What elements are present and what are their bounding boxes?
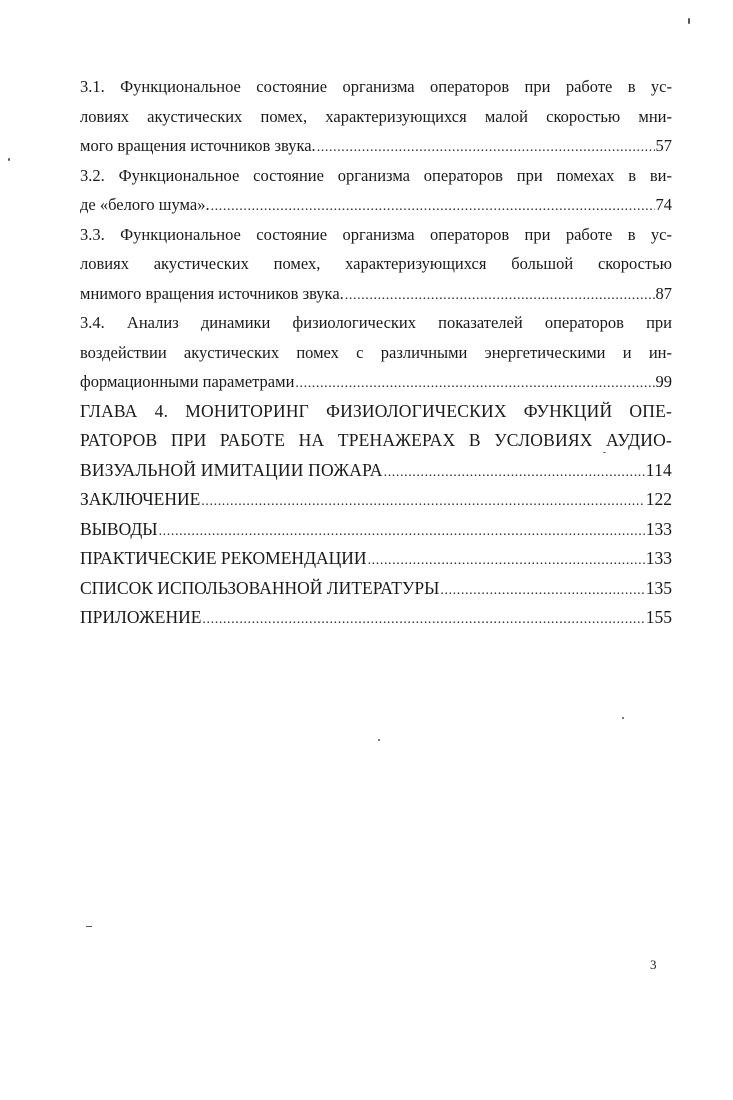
toc-entry-title: ПРИЛОЖЕНИЕ bbox=[80, 607, 202, 627]
dot-leader bbox=[201, 487, 644, 517]
toc-entry-3-3 bbox=[80, 220, 672, 309]
toc-entry-title: формационными параметрами bbox=[80, 372, 295, 391]
toc-entry-references bbox=[80, 574, 672, 604]
toc-entry-last-line bbox=[80, 603, 672, 633]
scan-speck bbox=[622, 717, 624, 719]
toc-entry-last-line bbox=[80, 190, 672, 220]
toc-entry-line: 3.3. Функциональное состояние организма операторов при работе в ус- bbox=[80, 224, 672, 244]
dot-leader bbox=[384, 458, 645, 488]
scan-speck bbox=[603, 452, 606, 453]
dot-leader bbox=[159, 517, 645, 547]
toc-page-number: 133 bbox=[645, 548, 672, 568]
toc-entry-last-line bbox=[80, 131, 672, 161]
toc-entry-recommendations bbox=[80, 544, 672, 574]
toc-entry-chapter-4 bbox=[80, 397, 672, 486]
scan-speck bbox=[688, 18, 690, 24]
toc-entry-line: 3.2. Функциональное состояние организма операторов при помехах в ви- bbox=[80, 165, 672, 185]
toc-entry-last-line bbox=[80, 515, 672, 545]
toc-entry-last-line bbox=[80, 544, 672, 574]
toc-entry-line: ловиях акустических помех, характеризующихся большой скоростью bbox=[80, 254, 672, 273]
page-number: 3 bbox=[650, 957, 657, 972]
toc-entry-line: 3.4. Анализ динамики физиологических показателей операторов при bbox=[80, 313, 672, 332]
dot-leader bbox=[440, 576, 644, 606]
toc-entry-appendix bbox=[80, 603, 672, 633]
toc-entry-3-1 bbox=[80, 72, 672, 161]
toc-entry-last-line bbox=[80, 367, 672, 397]
toc-page-number: 87 bbox=[655, 283, 672, 303]
toc-entry-last-line bbox=[80, 574, 672, 604]
toc-page-number: 114 bbox=[645, 459, 672, 480]
dot-leader bbox=[317, 133, 655, 163]
toc-entry-title: ВИЗУАЛЬНОЙ ИМИТАЦИИ ПОЖАРА bbox=[80, 459, 383, 480]
toc-entry-title: де «белого шума». bbox=[80, 195, 210, 214]
toc-entry-line: ГЛАВА 4. МОНИТОРИНГ ФИЗИОЛОГИЧЕСКИХ ФУНКЦИЙ ОПЕ- bbox=[80, 400, 672, 421]
toc-entry-title: СПИСОК ИСПОЛЬЗОВАННОЙ ЛИТЕРАТУРЫ bbox=[80, 577, 440, 598]
dot-leader bbox=[295, 369, 654, 399]
toc-entry-conclusion bbox=[80, 485, 672, 515]
scan-speck bbox=[86, 926, 92, 927]
toc-page-number: 74 bbox=[655, 195, 672, 214]
dot-leader bbox=[368, 546, 645, 576]
toc-page-number: 122 bbox=[645, 489, 672, 509]
toc-page-number: 155 bbox=[645, 607, 672, 627]
toc-page-number: 133 bbox=[645, 518, 672, 539]
toc-entry-3-4 bbox=[80, 308, 672, 397]
table-of-contents bbox=[80, 72, 672, 633]
toc-entry-last-line bbox=[80, 279, 672, 309]
toc-entry-3-2 bbox=[80, 161, 672, 220]
toc-entry-findings bbox=[80, 515, 672, 545]
dot-leader bbox=[211, 192, 655, 222]
toc-entry-last-line bbox=[80, 456, 672, 486]
toc-entry-title: ВЫВОДЫ bbox=[80, 518, 158, 539]
toc-page-number: 57 bbox=[655, 136, 672, 155]
toc-entry-title: ПРАКТИЧЕСКИЕ РЕКОМЕНДАЦИИ bbox=[80, 548, 367, 568]
scan-speck bbox=[8, 158, 10, 161]
toc-entry-title: мого вращения источников звука. bbox=[80, 136, 316, 155]
toc-entry-line: воздействии акустических помех с различными энергетическими и ин- bbox=[80, 342, 672, 362]
toc-entry-last-line bbox=[80, 485, 672, 515]
toc-entry-title: ЗАКЛЮЧЕНИЕ bbox=[80, 489, 201, 509]
toc-entry-line: 3.1. Функциональное состояние организма операторов при работе в ус- bbox=[80, 77, 672, 96]
toc-entry-title: мнимого вращения источников звука. bbox=[80, 283, 344, 303]
toc-page-number: 135 bbox=[645, 577, 672, 598]
toc-page-number: 99 bbox=[655, 372, 672, 391]
toc-entry-line: РАТОРОВ ПРИ РАБОТЕ НА ТРЕНАЖЕРАХ В УСЛОВИЯХ АУДИО- bbox=[80, 430, 672, 450]
toc-entry-line: ловиях акустических помех, характеризующихся малой скоростью мни- bbox=[80, 106, 672, 126]
scan-speck bbox=[378, 739, 380, 741]
dot-leader bbox=[345, 281, 655, 311]
dot-leader bbox=[202, 605, 644, 635]
